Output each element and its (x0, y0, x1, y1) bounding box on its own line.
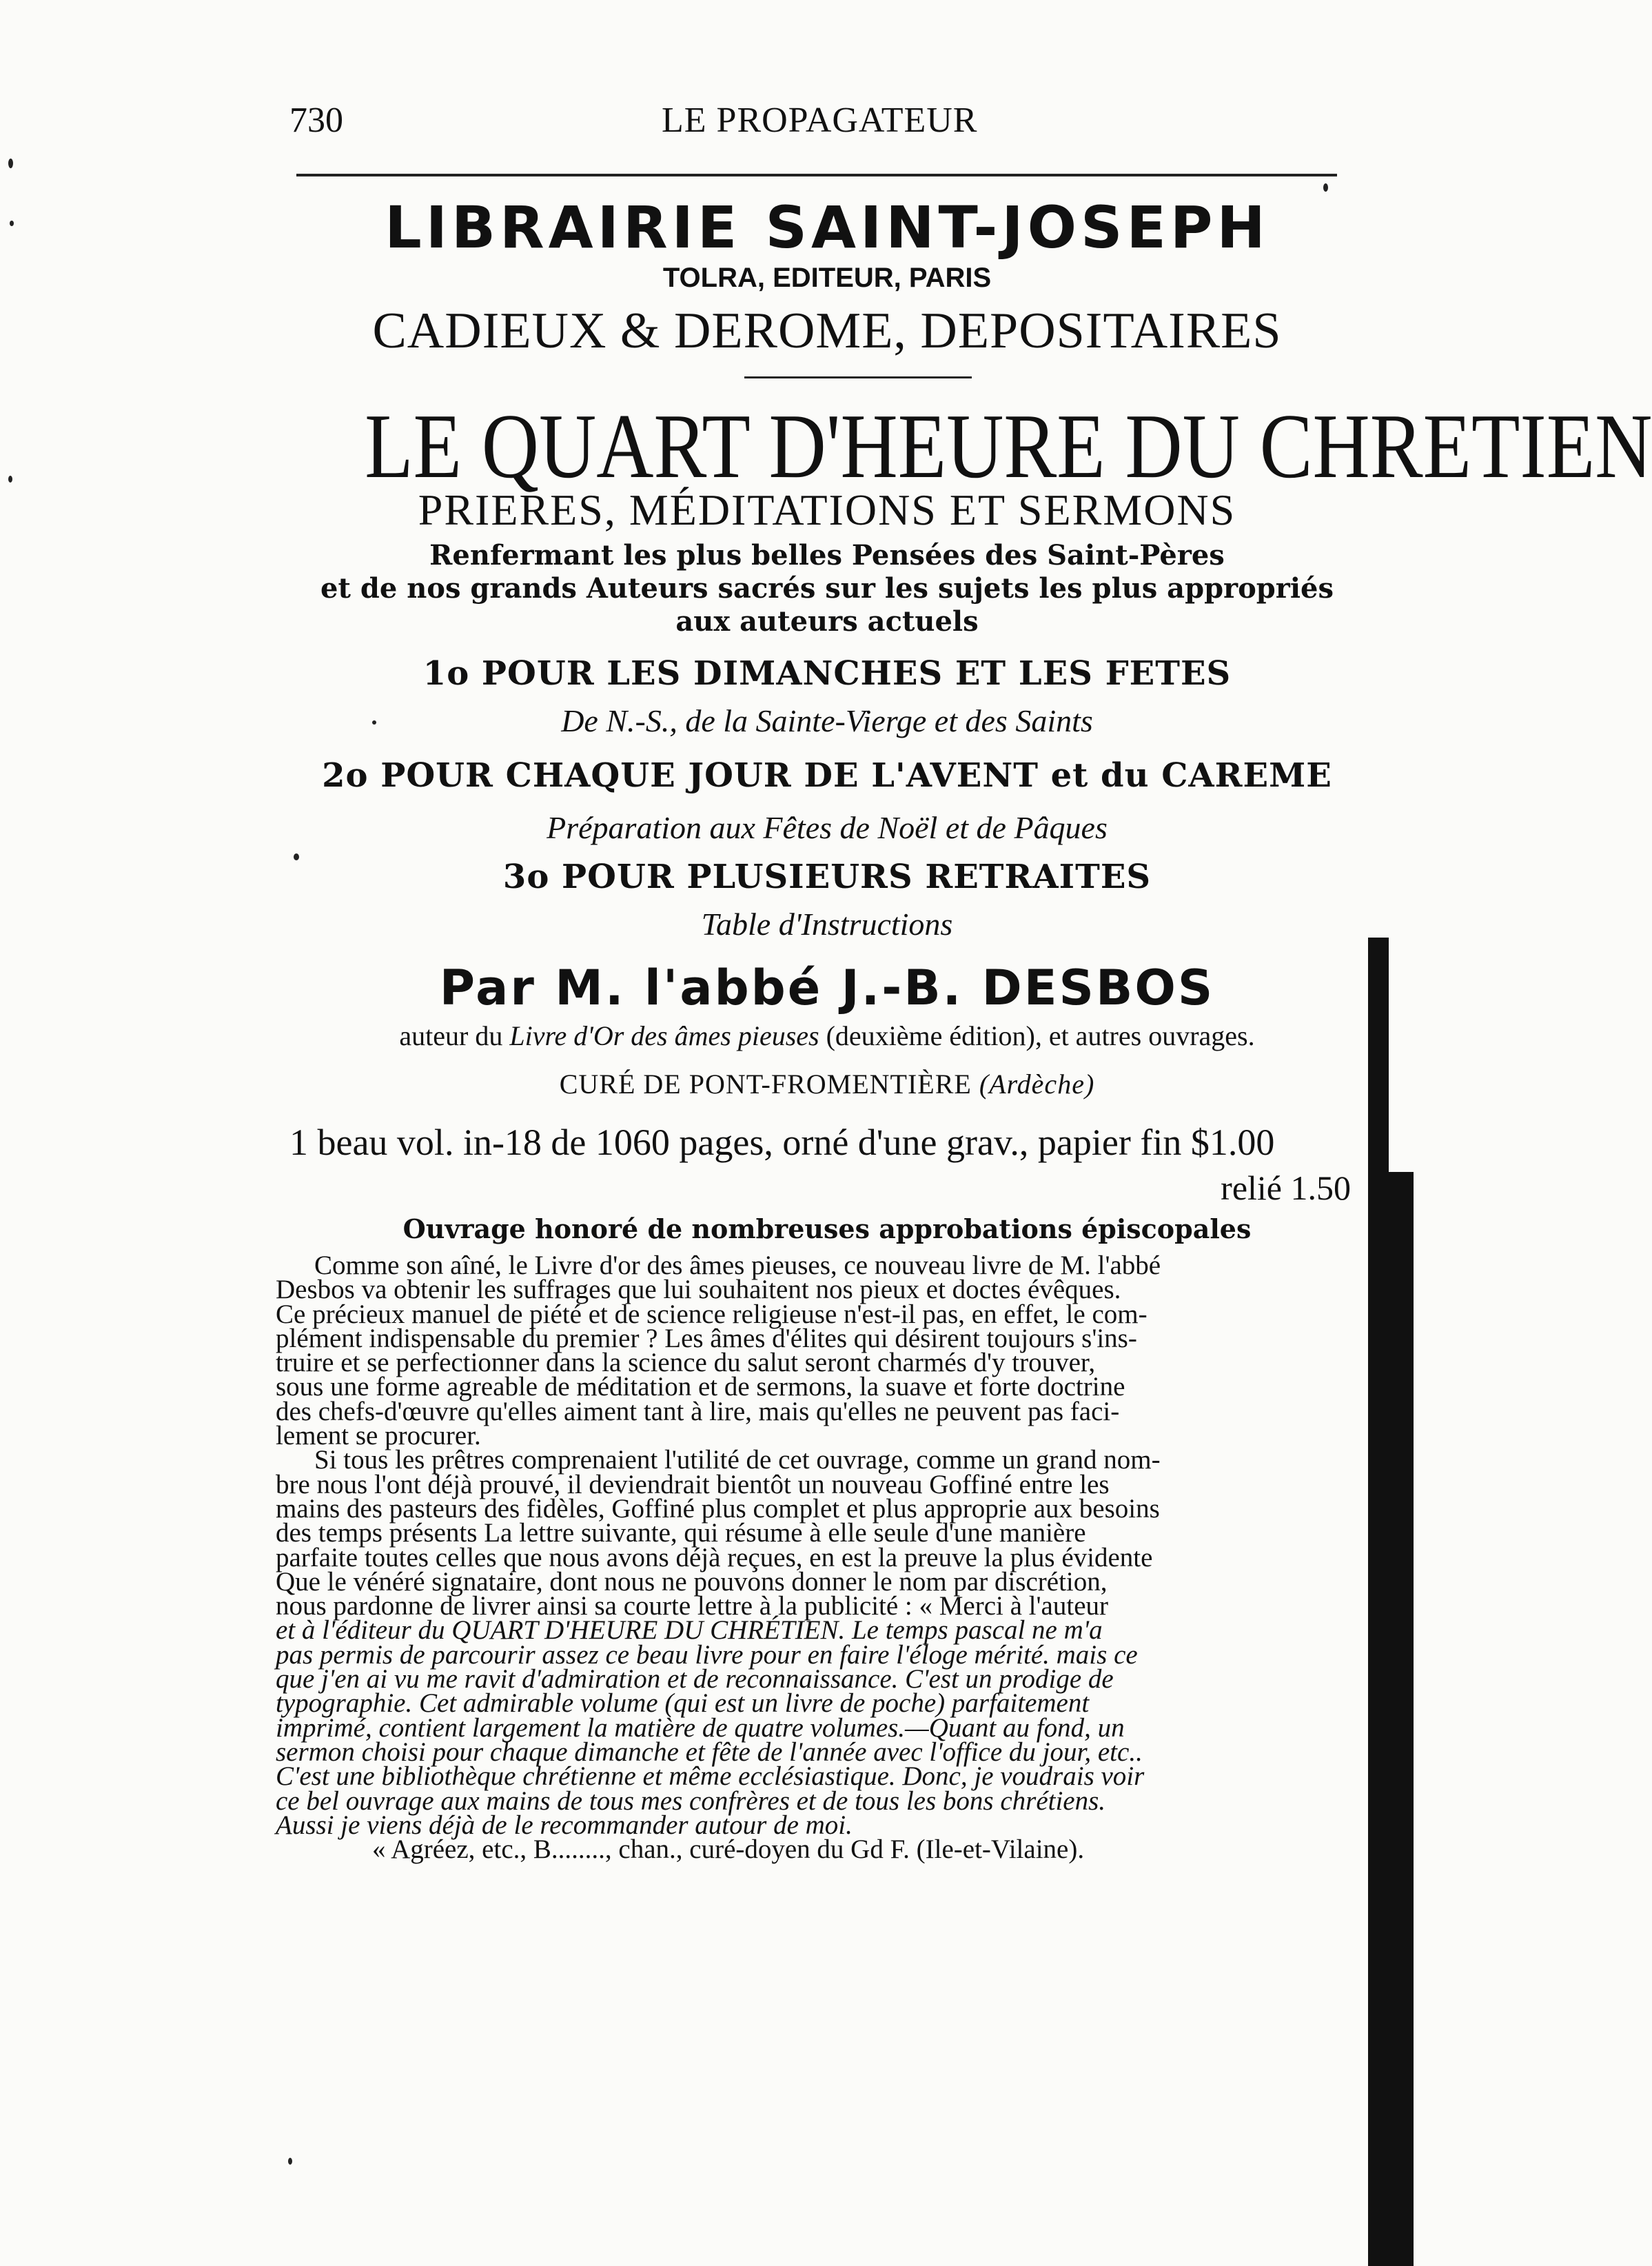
scan-speck (10, 221, 14, 226)
author-line: Par M. l'abbé J.-B. DESBOS (439, 960, 1215, 1016)
body-line: sous une forme agreable de méditation et de sermons, la suave et forte doctrine (276, 1372, 1125, 1402)
body-line: Desbos va obtenir les suffrages que lui souhaitent nos pieux et doctes évêques. (276, 1275, 1121, 1305)
part2-heading: 2o POUR CHAQUE JOUR DE L'AVENT et du CAREME (322, 756, 1332, 795)
page-edge-shadow (1377, 1172, 1414, 2266)
scan-speck (8, 159, 13, 168)
book-subtitle: PRIERES, MÉDITATIONS ET SERMONS (418, 485, 1236, 534)
body-line: plément indispensable du premier ? Les âmes d'élites qui désirent toujours s'ins- (276, 1323, 1137, 1353)
header-rule (296, 174, 1337, 176)
author-credit-prefix: auteur du (399, 1020, 503, 1051)
body-line: lement se procurer. (276, 1421, 481, 1451)
part1-detail: De N.-S., de la Sainte-Vierge et des Saints (561, 703, 1093, 738)
title-rule (744, 376, 972, 378)
body-line: ce bel ouvrage aux mains de tous mes confrères et de tous les bons chrétiens. (276, 1786, 1106, 1816)
part3-detail: Table d'Instructions (701, 907, 953, 942)
body-line: des temps présents La lettre suivante, qui résume à elle seule d'une manière (276, 1518, 1086, 1548)
body-text (276, 1251, 1351, 1865)
scan-speck (1323, 183, 1328, 192)
approbations-heading: Ouvrage honoré de nombreuses approbations épiscopales (402, 1213, 1252, 1244)
author-credit-title: Livre d'Or des âmes pieuses (509, 1020, 819, 1051)
price-bound: relié 1.50 (1221, 1169, 1351, 1207)
cure-title: CURÉ DE PONT-FROMENTIÈRE (559, 1069, 972, 1100)
running-head: LE PROPAGATEUR (662, 101, 978, 140)
body-line: Ce précieux manuel de piété et de science religieuse n'est-il pas, en effet, le com- (276, 1299, 1148, 1329)
page-number: 730 (289, 101, 343, 140)
scan-speck (8, 476, 12, 483)
scan-speck (294, 853, 299, 860)
publisher-title: LIBRAIRIE SAINT-JOSEPH (385, 194, 1269, 261)
body-line: Si tous les prêtres comprenaient l'utilité de cet ouvrage, comme un grand nom- (314, 1445, 1161, 1475)
body-line: pas permis de parcourir assez ce beau livre pour en faire l'éloge mérité. mais ce (276, 1639, 1138, 1670)
price-line: 1 beau vol. in-18 de 1060 pages, orné d'une grav., papier fin $1.00 (289, 1122, 1275, 1163)
part1-heading: 1o POUR LES DIMANCHES ET LES FETES (422, 654, 1232, 693)
body-line: « Agréez, etc., B........, chan., curé-doyen du Gd F. (Ile-et-Vilaine). (372, 1834, 1085, 1865)
body-line: Aussi je viens déjà de le recommander autour de moi. (276, 1810, 853, 1840)
body-line: parfaite toutes celles que nous avons déjà reçues, en est la preuve la plus évidente (276, 1542, 1153, 1572)
body-line: Comme son aîné, le Livre d'or des âmes pieuses, ce nouveau livre de M. l'abbé (314, 1251, 1161, 1280)
description-line: et de nos grands Auteurs sacrés sur les sujets les plus appropriés (320, 572, 1334, 605)
body-line: mains des pasteurs des fidèles, Goffiné plus complet et plus approprie aux besoins (276, 1493, 1160, 1524)
body-line: que j'en ai vu me ravit d'admiration et de reconnaissance. C'est un prodige de (276, 1664, 1114, 1695)
body-line: nous pardonne de livrer ainsi sa courte lettre à la publicité : « Merci à l'auteur (276, 1591, 1108, 1621)
body-line: et à l'éditeur du QUART D'HEURE DU CHRÉTIEN. Le temps pascal ne m'a (276, 1615, 1103, 1646)
body-line: Que le vénéré signataire, dont nous ne pouvons donner le nom par discrétion, (276, 1566, 1108, 1597)
part2-detail: Préparation aux Fêtes de Noël et de Pâques (547, 810, 1108, 845)
body-line: bre nous l'ont déjà prouvé, il deviendrait bientôt un nouveau Goffiné entre les (276, 1469, 1110, 1499)
body-line: des chefs-d'œuvre qu'elles aiment tant à lire, mais qu'elles ne peuvent pas faci- (276, 1396, 1120, 1426)
scan-speck (372, 720, 376, 725)
scan-speck (288, 2158, 292, 2165)
description-line: Renfermant les plus belles Pensées des Saint-Pères (429, 539, 1225, 571)
cure-place: (Ardèche) (979, 1069, 1095, 1100)
body-line: typographie. Cet admirable volume (qui est un livre de poche) parfaitement (276, 1688, 1090, 1719)
cure-line (289, 1066, 1365, 1103)
author-credit-suffix: (deuxième édition), et autres ouvrages. (826, 1020, 1255, 1051)
depositaires-line: CADIEUX & DEROME, DEPOSITAIRES (372, 303, 1282, 359)
author-credit (289, 1018, 1365, 1055)
page-header (289, 97, 1365, 145)
body-line: imprimé, contient largement la matière de quatre volumes.—Quant au fond, un (276, 1712, 1125, 1743)
description-line: aux auteurs actuels (675, 605, 979, 638)
book-title: LE QUART D'HEURE DU CHRETIEN (365, 395, 1652, 497)
body-line: sermon choisi pour chaque dimanche et fête de l'année avec l'office du jour, etc.. (276, 1737, 1143, 1767)
body-line: C'est une bibliothèque chrétienne et même ecclésiastique. Donc, je voudrais voir (276, 1761, 1145, 1792)
editor-line: TOLRA, EDITEUR, PARIS (662, 263, 992, 293)
body-line: truire et se perfectionner dans la science du salut seront charmés d'y trouver, (276, 1348, 1096, 1378)
part3-heading: 3o POUR PLUSIEURS RETRAITES (502, 858, 1152, 896)
